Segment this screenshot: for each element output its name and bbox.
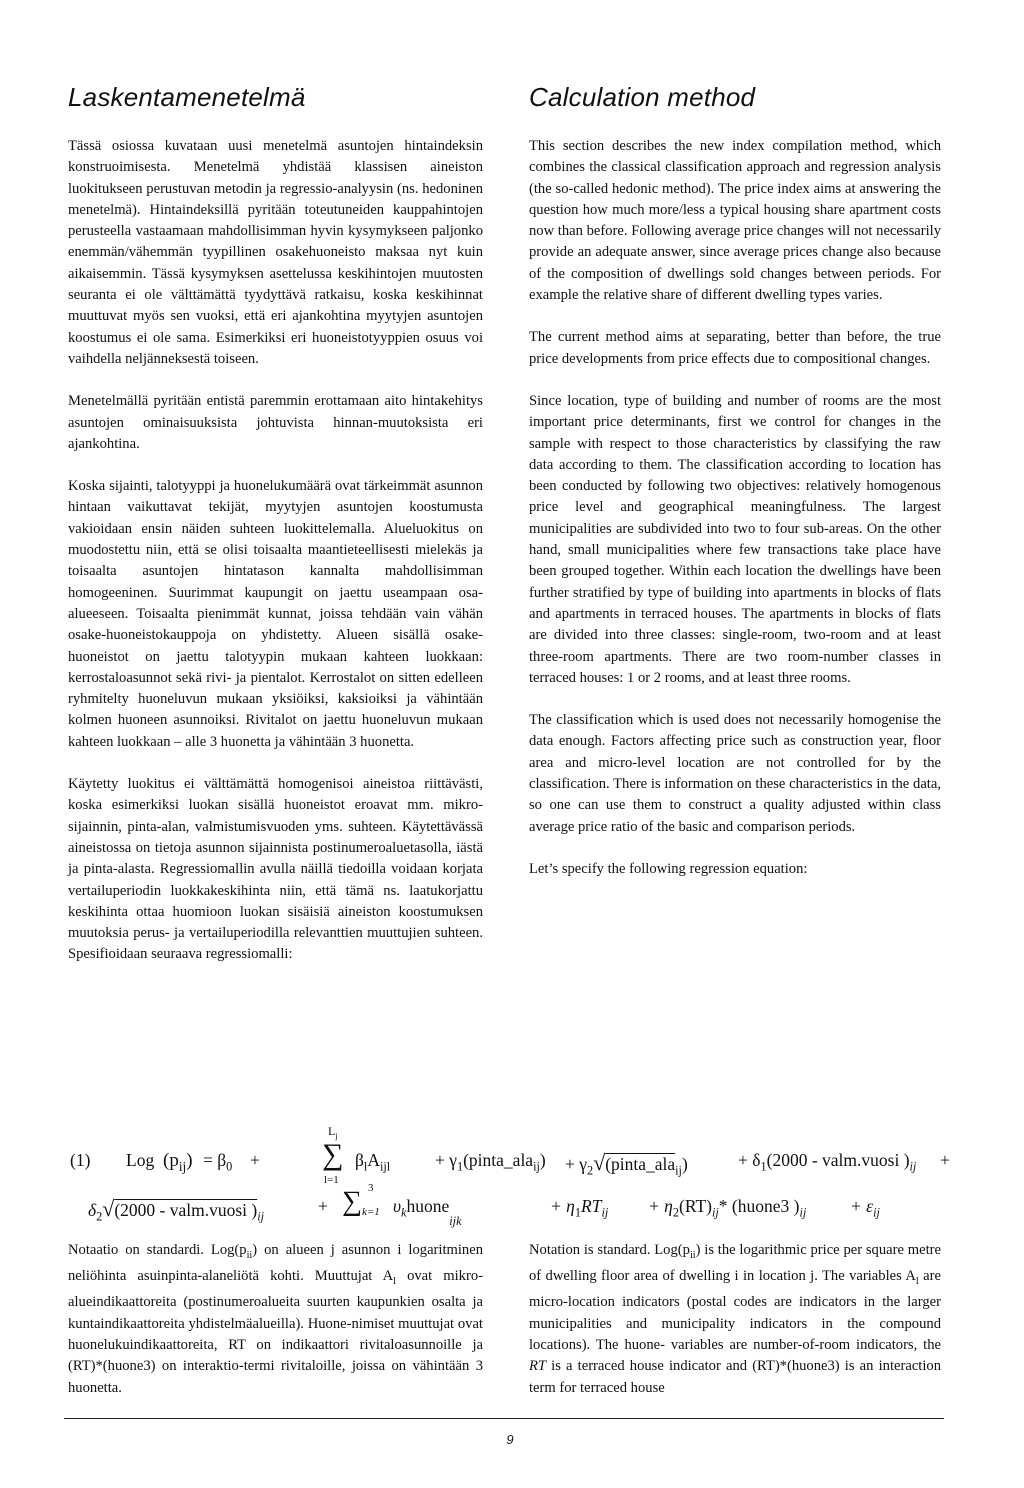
equation-term-beta-a: $\beta_lA_{ijl}$ [355, 1150, 391, 1174]
equation-term-delta1: + $\delta_1(2000$ - valm.vuosi )$_{ij}$ [738, 1150, 917, 1174]
equation-term-delta2: $\delta_2√(2000$ - valm.vuosi )$_{ij}$ [88, 1196, 265, 1224]
paragraph: Since location, type of building and number of rooms are the most important price determinants, first we control for changes in the sample with respect to those characteristics by classifying the raw data according to them. The classification according to location has been conducted by following two objectives: relatively homogenous price level and geographical meaningfulness. The largest municipalities are subdivided into two to four sub-areas. On the other hand, small municipalities where few transactions take place have been grouped together. Within each location the dwellings have been further stratified by type of building into apartments in blocks of flats and apartments in terraced houses. The apartments in blocks of flats are divided into three classes: single-room, two-room and at least three-room apartments. There are two room-number classes in terraced houses: 1 or 2 rooms, and at least three rooms. [529, 392, 941, 686]
equation-term-gamma2: + $\gamma_2√(pinta\_ala_{ij})$ [565, 1150, 688, 1178]
equation-term-epsilon: + $\varepsilon_{ij}$ [850, 1196, 880, 1220]
sum-sign: ∑ [322, 1138, 344, 1171]
heading-english: Calculation method [529, 82, 756, 112]
equation-plus: + [940, 1150, 950, 1170]
sum-lower-limit: l=1 [324, 1174, 339, 1186]
sum-rooms-upper-limit: 3 [368, 1182, 374, 1194]
notation-finnish: Notaatio on standardi. $Log(p_{ii})$ on alueen j asunnon i logaritminen neliöhinta asuinpinta-alaneliötä kohti. Muuttujat $A_l$ ovat mikro-alueindikaattoreita (postinumeroalueita suurten kaupunkien osalta ja kuntaindikaattoreita yhdistelmäalueilla). Huone-nimiset muuttujat ovat huonelukuindikaattoreita, RT on indikaattori rivitaloasunnoille ja (RT)*(huone3) on interaktio-termi rivitaloille, joissa on vähintään 3 huonetta. [68, 1242, 483, 1396]
paragraph: The classification which is used does not necessarily homogenise the data enough. Factors affecting price such as construction year, floor area and micro-level location are not controlled for by the classification. There is information on these characteristics in the data, so one can use them to construct a quality adjusted within class average price ratio of the basic and comparison periods. [529, 712, 941, 835]
paragraph: This section describes the new index compilation method, which combines the classical classification approach and regression analysis (the so-called hedonic method). The price index aims at answering the question how much more/less a typical housing share apartment costs now than before. Following average price changes will not necessarily provide an adequate answer, since average prices change also because of the composition of dwellings sold changes between periods. For example the relative share of different dwelling types varies. [529, 138, 941, 304]
equation-term-eta1: + $\eta_1RT_{ij}$ [550, 1196, 609, 1220]
equation-number: (1) [70, 1150, 91, 1170]
equation-beta0: = $\beta_0$ [203, 1150, 233, 1174]
equation-plus: + [250, 1150, 260, 1170]
equation-log: Log [126, 1150, 155, 1170]
paragraph: The current method aims at separating, better than before, the true price developments from price effects due to compositional changes. [529, 329, 941, 367]
paragraph: Koska sijainti, talotyyppi ja huonelukumäärä ovat tärkeimmät asunnon hintaan vaikuttavat tekijät, myytyjen asuntojen koostumusta vakioidaan ensin näiden suhteen luokittelemalla. Alueluokitus on muodostettu niin, että se olisi toisaalta maantieteellisesti mielekäs ja toisaalta asuntojen hintatason kannalta mahdollisimman homogeeninen. Suurimmat kaupungit on jaettu useampaan osa-alueeseen. Toisaalta pienimmät kunnat, joissa tehdään vain vähän osake-huoneistokauppoja on yhdistetty. Alueen sisällä osake-huoneistot on jaettu talotyypin mukaan kahteen luokkaan: kerrostaloasunnot sekä rivi- ja pientalot. Kerrostalot on sitten edelleen ryhmitelty huoneluvun mukaan yksiöiksi, kaksioiksi ja vähintään kolmen huoneen asunnoiksi. Rivitalot on jaettu huoneluvun mukaan kahteen luokkaan – alle 3 huonetta ja vähintään 3 huonetta. [68, 478, 483, 750]
sum-upper-limit: $L_j$ [328, 1124, 338, 1141]
paragraph: Käytetty luokitus ei välttämättä homogenisoi aineistoa riittävästi, koska esimerkiksi luokan sisällä huoneistot eroavat mm. mikro-sijainnin, pinta-alan, valmistumisvuoden yms. suhteen. Käytettävässä aineistossa on tietoja asunnon sijainnista postinumeroaluetasolla, iästä ja pinta-alasta. Regressiomallin avulla näillä tiedoilla voidaan korjata vertailuperiodin luokkakeskihinta niin, että tämä ns. laatukorjattu keskihinta ottaa huomioon luokan sisäisiä aineiston koostumuksen muutoksia perus- ja vertailuperiodilla relevanttien muuttujien suhteen. Spesifioidaan seuraava regressiomalli: [68, 776, 483, 963]
equation-plus: + [318, 1196, 328, 1216]
equation-term-eta2: + $\eta_2(RT)_{ij}*$ (huone3 )$_{ij}$ [648, 1196, 807, 1220]
equation-term-gamma1: + $\gamma_1(pinta\_ala_{ij})$ [435, 1150, 546, 1174]
equation-term-upsilon: $\upsilon_khuone_{ijk}$ [393, 1196, 462, 1228]
heading-finnish: Laskentamenetelmä [68, 82, 306, 112]
sum-sign-rooms: ∑ [342, 1186, 362, 1217]
sum-rooms-lower-limit: k=1 [362, 1206, 380, 1218]
paragraph: Tässä osiossa kuvataan uusi menetelmä asuntojen hintaindeksin konstruoimisesta. Menetelmä yhdistää klassisen aineiston luokitukseen perustuvan metodin ja regressio-analyysin (ns. hedoninen menetelmä). Hintaindeksillä pyritään toteutuneiden kauppahintojen perusteella vastaamaan mahdollisimman hyvin kysymykseen paljonko enemmän/vähemmän tyypillinen osakehuoneisto maksaa nyt kuin aikaisemmin. Tässä kysymyksen asettelussa keskihintojen muutosten seuranta ei ole välttämättä tyydyttävä ratkaisu, koska keskihinnat muuttuvat myös sen vuoksi, että eri ajankohtina myytyjen asuntojen koostumus ei ole sama. Esimerkiksi eri huoneistotyyppien osuus voi vaihdella neljänneksestä toiseen. [68, 138, 483, 367]
page-number: 9 [506, 1432, 514, 1447]
english-column [529, 136, 941, 880]
paragraph: Menetelmällä pyritään entistä paremmin erottamaan aito hintakehitys asuntojen ominaisuuksista johtuvista hinnan-muutoksista eri ajankohtina. [68, 393, 483, 452]
finnish-column [68, 136, 483, 966]
footer-rule [64, 1418, 944, 1419]
equation-lhs: $(p_{ij})$ [163, 1150, 193, 1174]
paragraph: Let’s specify the following regression equation: [529, 860, 808, 877]
regression-equation-line-2 [60, 1182, 960, 1228]
notation-english: Notation is standard. $Log(p_{ii})$ is the logarithmic price per square metre of dwelling floor area of dwelling i in location j. The variables $A_l$ are micro-location indicators (postal codes are indicators in the larger municipalities and municipality indicators in the compound locations). The huone- variables are number-of-room indicators, the RT is a terraced house indicator and (RT)*(huone3) is an interaction term for terraced house [529, 1242, 941, 1396]
regression-equation-line-1 [60, 1124, 960, 1186]
